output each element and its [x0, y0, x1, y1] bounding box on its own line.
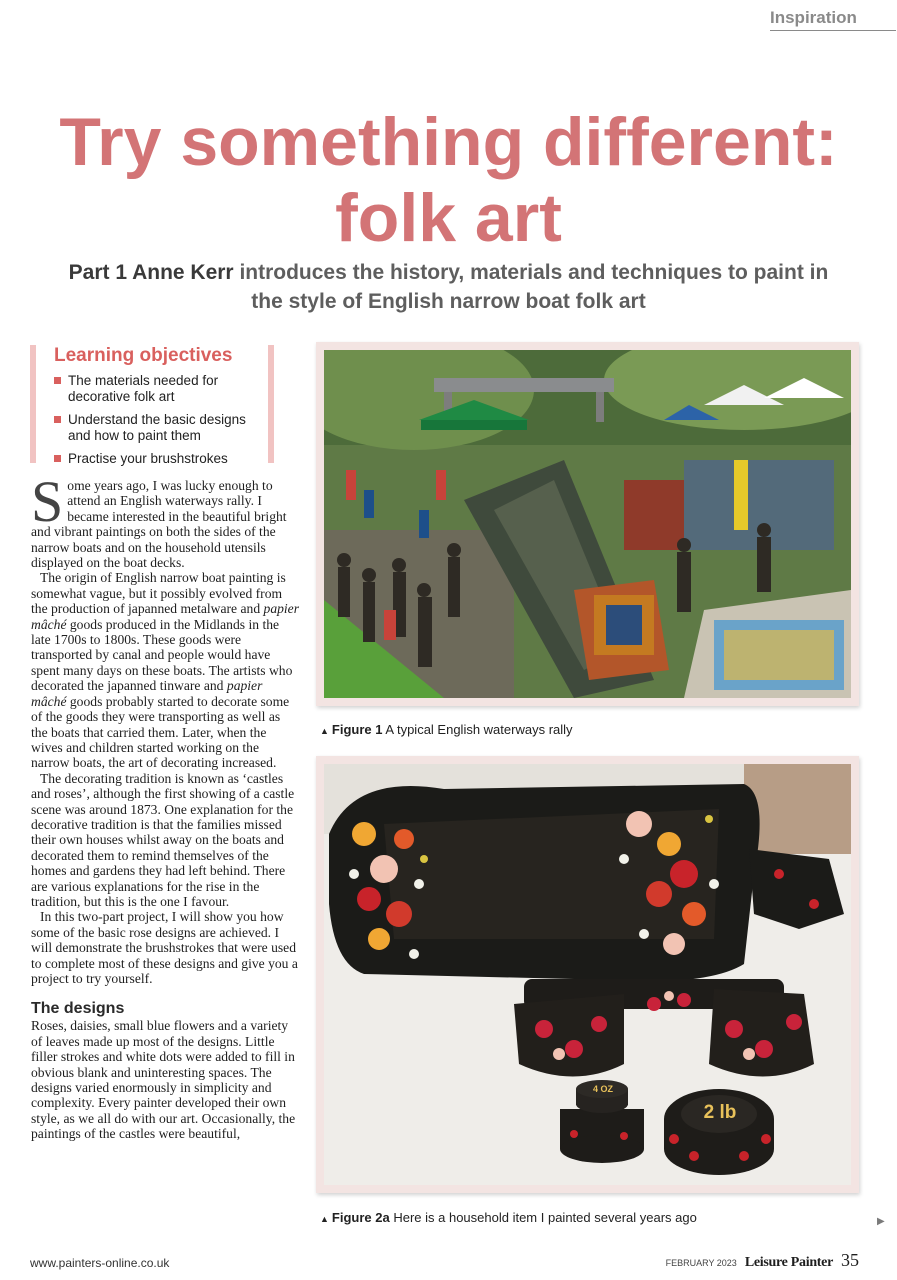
figure-caption-text: A typical English waterways rally	[382, 722, 573, 737]
painted-scales-illustration	[324, 764, 851, 1185]
figure-2a-photo	[316, 756, 859, 1193]
designs-subheading: The designs	[31, 1000, 125, 1018]
learning-objectives-box	[30, 345, 274, 466]
body-paragraph-text: The origin of English narrow boat painting is somewhat vague, but it possibly evolved from the production of japanned metalware and	[31, 570, 286, 617]
footer-date: FEBRUARY 2023	[665, 1258, 737, 1268]
objective-text: The materials needed for decorative folk art	[68, 373, 219, 404]
body-paragraph-text: goods probably started to decorate some of the goods they were transporting as well as the boats that carried them. Later, when the wives and children started working on the narrow boats, the art of decorating increased.	[31, 693, 290, 771]
standfirst	[60, 258, 837, 316]
article-title-line-2: folk art	[335, 180, 562, 256]
triangle-up-icon: ▲	[320, 726, 329, 736]
section-tag: Inspiration	[770, 8, 896, 31]
continue-arrow-icon: ▶	[877, 1216, 885, 1227]
standfirst-text: introduces the history, materials and techniques to paint in the style of English narrow boat folk art	[233, 261, 829, 313]
figure-1-caption	[320, 722, 573, 737]
standfirst-author: Part 1 Anne Kerr	[68, 261, 234, 284]
learning-objectives-heading: Learning objectives	[54, 345, 233, 366]
large-weight-label: 2 lb	[703, 1102, 737, 1123]
objective-text: Practise your brushstrokes	[68, 451, 228, 466]
article-title	[0, 104, 897, 256]
learning-objectives-list	[54, 373, 268, 467]
footer-url[interactable]: www.painters-online.co.uk	[30, 1256, 170, 1270]
body-paragraph: Roses, daisies, small blue flowers and a variety of leaves made up most of the designs. Little filler strokes and white dots were added to fill in obvious blank and uninteresting spaces. The designs varied enormously in simplicity and complexity. Every painter developed their own style, as we all do with our art. Occasionally, the paintings of the castles were beautiful,	[31, 1018, 296, 1142]
footer-folio	[666, 1250, 859, 1271]
small-weight-label: 4 OZ	[592, 1084, 613, 1094]
figure-caption-text: Here is a household item I painted several years ago	[389, 1210, 697, 1225]
body-paragraph-text: ome years ago, I was lucky enough to attend an English waterways rally. I became interested in the beautiful bright and vibrant paintings on both the sides of the narrow boats and on the household utensils displayed on the boat decks.	[31, 478, 287, 571]
body-paragraph: In this two-part project, I will show you how some of the basic rose designs are achieved. I will demonstrate the brushstrokes that were used to complete most of these designs and give you a project to try yourself.	[31, 909, 298, 986]
figure-label: Figure 1	[331, 722, 383, 737]
body-text-column	[31, 469, 300, 1142]
square-bullet-icon	[54, 455, 61, 462]
figure-1-photo	[316, 342, 859, 706]
page-number: 35	[841, 1250, 859, 1270]
drop-cap: S	[31, 469, 64, 534]
square-bullet-icon	[54, 416, 61, 423]
waterways-rally-illustration	[324, 350, 851, 698]
article-title-line-1: Try something different:	[59, 104, 838, 180]
italic-term: papier mâché	[31, 601, 300, 632]
objective-item	[54, 412, 268, 444]
magazine-name: Leisure Painter	[744, 1255, 833, 1270]
objective-item	[54, 451, 268, 467]
figure-2a-caption	[320, 1210, 697, 1225]
objective-item	[54, 373, 268, 405]
body-paragraph	[31, 570, 299, 770]
body-paragraph	[31, 469, 299, 571]
figure-label: Figure 2a	[331, 1210, 390, 1225]
italic-term: papier mâché	[31, 678, 263, 709]
square-bullet-icon	[54, 377, 61, 384]
triangle-up-icon: ▲	[320, 1214, 329, 1224]
objective-text: Understand the basic designs and how to paint them	[68, 412, 246, 443]
body-paragraph: The decorating tradition is known as ‘castles and roses’, although the first showing of a castle scene was around 1873. One explanation for the decorative tradition is that the families missed their own houses whilst away on the boats and decorated them to remind themselves of the homes and gardens they had left behind. There are various explanations for the rise in the tradition, but this is the one I favour.	[31, 770, 295, 909]
body-paragraph-text: goods produced in the Midlands in the late 1700s to 1800s. These goods were transported by canal and people would have spent many days on these boats. The artists who decorated the japanned tinware and	[31, 616, 293, 694]
